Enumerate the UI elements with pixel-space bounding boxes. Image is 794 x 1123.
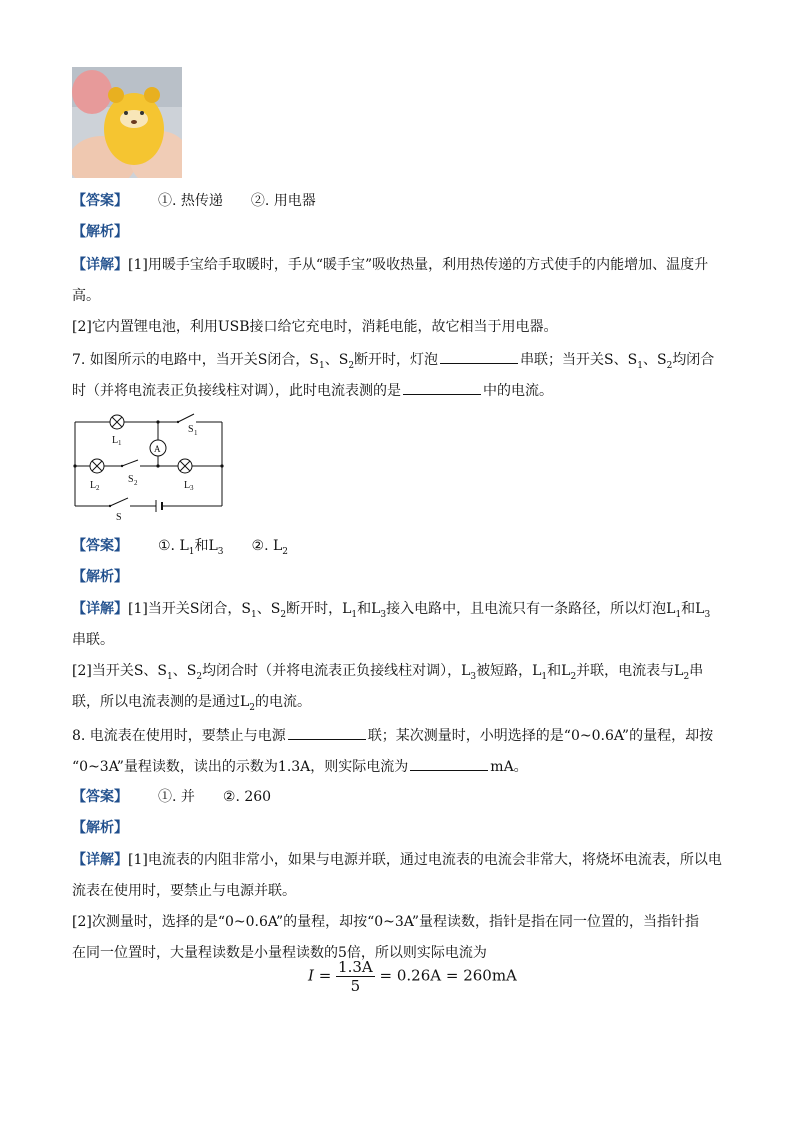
q6-answer-1: ①. 热传递 bbox=[158, 193, 223, 209]
q7-detail-2-cont: 联，所以电流表测的是通过$L_2$的电流。 bbox=[72, 694, 312, 713]
svg-text:2: 2 bbox=[96, 484, 100, 492]
q7-analysis-tag: 【解析】 bbox=[72, 569, 128, 585]
switch-s2-label: S bbox=[128, 474, 134, 485]
lamp-l1-label: L bbox=[112, 435, 119, 446]
svg-text:2: 2 bbox=[134, 479, 138, 487]
q6-detail-1a: 【详解】[1]用暖手宝给手取暖时，手从“暖手宝”吸收热量，利用热传递的方式使手的内能增加、温度升 bbox=[72, 257, 709, 273]
q6-answer-line bbox=[72, 191, 316, 211]
q7-question-line-1: 7. 如图所示的电路中，当开关S闭合，$S_1$、$S_2$断开时，灯泡 串联；当开关S、$S_1$、$S_2$均闭合 bbox=[72, 349, 714, 376]
q7-question-line-2: 时（并将电流表正负接线柱对调），此时电流表测的是 中的电流。 bbox=[72, 380, 553, 401]
q7-detail-1-cont: 串联。 bbox=[72, 632, 114, 648]
q7-answer-2: ②. $L_2$ bbox=[251, 538, 288, 557]
switch-s1-label: S bbox=[188, 424, 194, 435]
q8-detail-2b: 在同一位置时，大量程读数是小量程读数的5倍，所以则实际电流为 bbox=[72, 945, 487, 961]
q7-detail-2: [2]当开关S、$S_1$、$S_2$均闭合时（并将电流表正负接线柱对调），$L_3$被短路，$L_1$和$L_2$并联，电流表与$L_2$串 bbox=[72, 663, 704, 682]
q6-answer-2: ②. 用电器 bbox=[250, 193, 316, 209]
q8-analysis-tag: 【解析】 bbox=[72, 820, 128, 836]
q7-blank-2[interactable] bbox=[403, 380, 481, 395]
q8-detail-1a: 【详解】[1]电流表的内阻非常小，如果与电源并联，通过电流表的电流会非常大，将烧坏电流表，所以电 bbox=[72, 852, 722, 868]
q8-detail-1b: 流表在使用时，要禁止与电源并联。 bbox=[72, 883, 296, 899]
hand-warmer-photo bbox=[72, 67, 182, 178]
q8-answer-line: 【答案】 ①. 并 ②. 260 bbox=[72, 789, 272, 805]
q7-answer-line: 【答案】 ①. $L_1$和$L_3$ ②. $L_2$ bbox=[72, 538, 288, 557]
q6-detail-1b: 高。 bbox=[72, 288, 100, 304]
q8-question-line-2: “0~3A”量程读数，读出的示数为1.3A，则实际电流为 mA。 bbox=[72, 756, 528, 777]
svg-text:3: 3 bbox=[190, 484, 194, 492]
q8-blank-2[interactable] bbox=[410, 756, 488, 771]
q6-detail-2: [2]它内置锂电池，利用USB接口给它充电时，消耗电能，故它相当于用电器。 bbox=[72, 319, 558, 335]
q6-analysis-tag: 【解析】 bbox=[72, 224, 128, 240]
q8-blank-1[interactable] bbox=[288, 725, 366, 740]
q8-answer-2: ②. 260 bbox=[222, 789, 272, 805]
ammeter-label: A bbox=[154, 444, 161, 454]
q8-detail-2a: [2]次测量时，选择的是“0~0.6A”的量程，却按“0~3A”量程读数，指针是指在同一位置的，当指针指 bbox=[72, 914, 700, 930]
q7-blank-1[interactable] bbox=[440, 349, 518, 364]
switch-s-label: S bbox=[116, 512, 122, 522]
svg-text:1: 1 bbox=[118, 439, 122, 447]
answer-tag: 【答案】 bbox=[72, 193, 128, 209]
lamp-l2-label: L bbox=[90, 480, 97, 491]
q7-detail-1: 【详解】[1]当开关S闭合，$S_1$、$S_2$断开时，$L_1$和$L_3$接入电路中，且电流只有一条路径，所以灯泡$L_1$和$L_3$ bbox=[72, 601, 711, 620]
circuit-diagram bbox=[70, 410, 230, 522]
q8-question-line-1: 8. 电流表在使用时，要禁止与电源 联；某次测量时，小明选择的是“0~0.6A”的量程，却按 bbox=[72, 725, 713, 746]
current-formula: I = $\frac{1.3A}{5}$ = 0.26A = 260mA bbox=[308, 958, 517, 995]
q7-answer-1: ①. $L_1$和$L_3$ bbox=[158, 538, 224, 557]
lamp-l3-label: L bbox=[184, 480, 191, 491]
svg-text:1: 1 bbox=[194, 429, 198, 437]
q8-answer-1: ①. 并 bbox=[158, 789, 195, 805]
